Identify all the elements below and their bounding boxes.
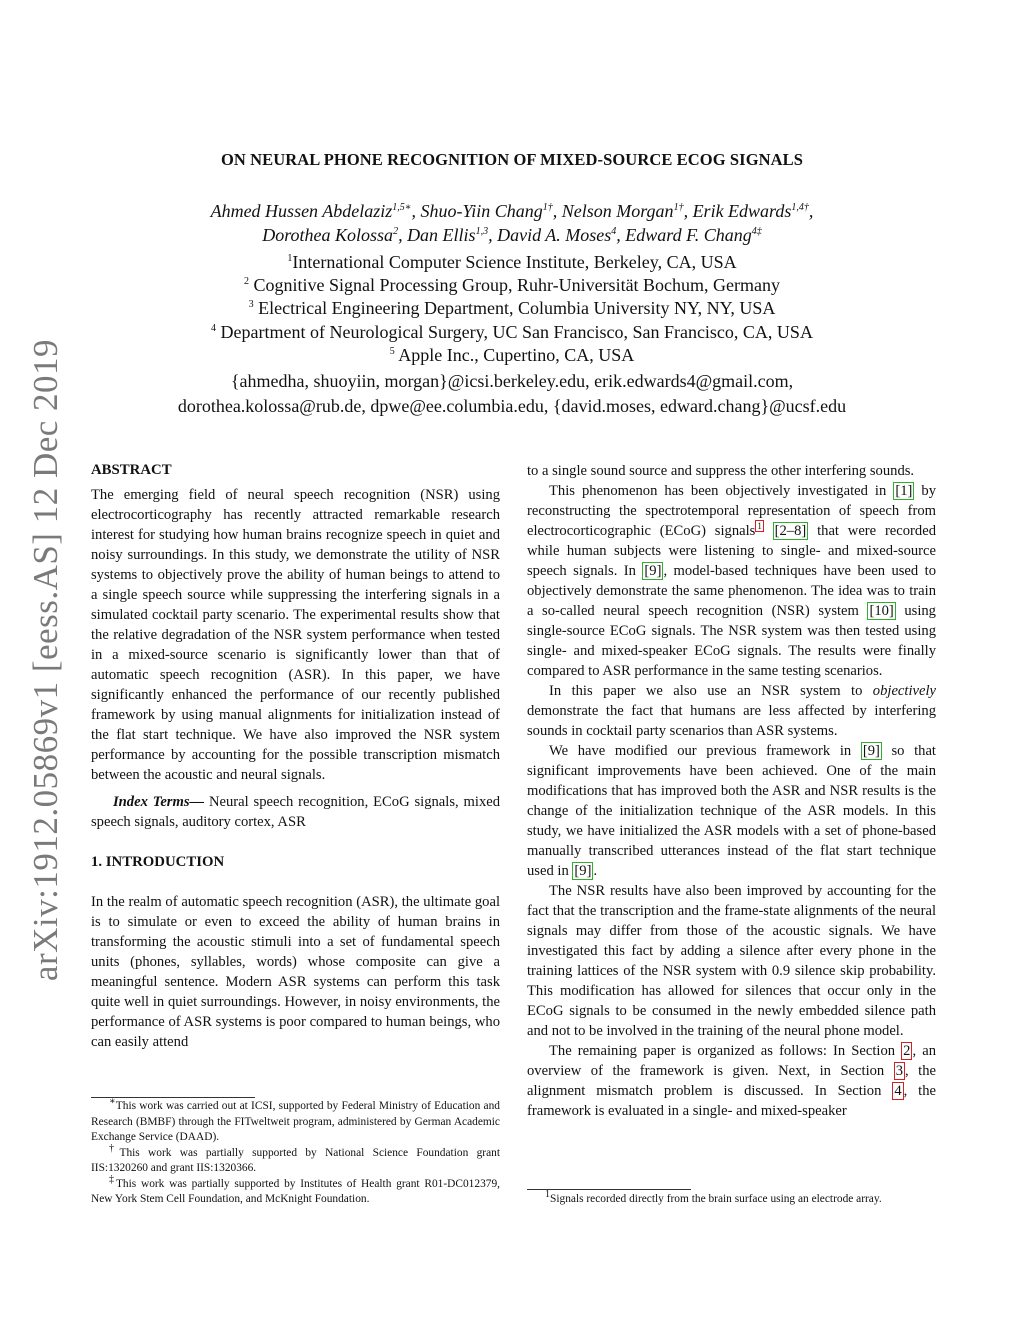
footnote-mark: †	[109, 1142, 120, 1154]
intro-paragraph-continued: to a single sound source and suppress the other interfering sounds.	[527, 463, 915, 479]
author: David A. Moses	[497, 225, 612, 245]
intro-paragraph: We have modified our previous framework in [9] so that significant improvements have been achieved. One of the main modifications that has improved both the ASR and NSR results is the change of the initialization technique of the ASR models. In this study, we have initialized the ASR models with a set of phone-based manually transcribed utterances instead of the flat start technique used in [9] .	[527, 743, 936, 879]
author: Ahmed Hussen Abdelaziz	[210, 201, 393, 221]
citation-link[interactable]: [9]	[862, 743, 880, 759]
footnote-link[interactable]: 1	[757, 521, 762, 532]
affiliation	[90, 251, 934, 274]
author-affil-mark: 4‡	[751, 226, 762, 237]
affiliation	[90, 297, 934, 320]
section-heading-introduction: 1. INTRODUCTION	[91, 854, 225, 870]
author-affil-mark: 1,5∗	[392, 202, 412, 213]
right-column	[527, 461, 936, 1121]
affil-text: Cognitive Signal Processing Group, Ruhr-Universität Bochum, Germany	[253, 275, 781, 296]
footnote-mark: 1	[545, 1189, 550, 1201]
left-footnotes	[91, 1096, 501, 1208]
affil-text: International Computer Science Institute, Berkeley, CA, USA	[292, 252, 737, 272]
footnote-text: This work was partially supported by National Science Foundation grant IIS:1320260 and grant IIS:1320366.	[91, 1146, 500, 1174]
intro-paragraph: This phenomenon has been objectively investigated in [1] by reconstructing the spectrotemporal representation of speech from electrocorticographic (ECoG) signals $^1$ [2–8] that were recorded while human subjects were listening to single- and mixed-source speech signals. In [9] , model-based techniques have been used to objectively demonstrate the same phenomenon. The idea was to train a so-called neural speech recognition (NSR) system [10] using single-source ECoG signals. The NSR system was then tested using single- and mixed-speaker ECoG signals. The results were finally compared to ASR performance in the same testing scenarios.	[527, 483, 936, 679]
author: Dan Ellis	[407, 225, 476, 245]
arxiv-identifier: arXiv:1912.05869v1 [eess.AS] 12 Dec 2019	[26, 338, 65, 982]
author: Nelson Morgan	[561, 201, 674, 221]
author-affil-mark: 1,4†	[791, 202, 809, 213]
email-line: dorothea.kolossa@rub.de, dpwe@ee.columbia.edu, {david.moses, edward.chang}@ucsf.edu	[177, 396, 847, 416]
author-affil-mark: 2	[393, 226, 399, 237]
author-emails	[60, 369, 964, 419]
affil-number: 3	[248, 299, 254, 311]
author-affil-mark: 1,3	[475, 226, 489, 237]
footnote-text: This work was partially supported by Institutes of Health grant R01-DC012379, New York Stem Cell Foundation, and McKnight Foundation.	[91, 1177, 501, 1205]
footnote-mark: ∗	[109, 1096, 116, 1108]
author: Dorothea Kolossa	[262, 225, 394, 245]
citation-link[interactable]: [1]	[895, 483, 913, 499]
intro-paragraph: In the realm of automatic speech recognition (ASR), the ultimate goal is to simulate or even to exceed the ability of human brains in transforming the acoustic stimuli into a set of fundamental speech units (phones, syllables, words) whose composite can give a meaningful sentence. Modern ASR systems can perform this task quite well in quiet surroundings. However, in noisy environments, the performance of ASR systems is poor compared to human beings, who can easily attend	[91, 894, 500, 1050]
affil-number: 1	[287, 253, 293, 264]
footnote	[91, 1173, 501, 1208]
footnote-rule	[527, 1189, 691, 1190]
abstract-text: The emerging field of neural speech recognition (NSR) using electrocorticography has recently attracted remarkable research interest for studying how human brains recognize speech in quiet and noisy surroundings. In this study, we demonstrate the utility of NSR systems to objectively prove the ability of human beings to attend to a single speech source while suppressing the interfering signals in a simulated cocktail party scenario. The experimental results show that the relative degradation of the NSR system performance when tested in a mixed-source scenario is significantly lower than that of automatic speech recognition (ASR). In this paper, we have significantly enhanced the performance of our recently published framework by using manual alignments for initialization instead of the flat start technique. We have also improved the NSR system performance by accounting for the possible transcription mismatch between the acoustic and neural signals.	[91, 487, 500, 783]
index-terms	[91, 792, 500, 832]
citation-link[interactable]: [9]	[574, 863, 592, 879]
footnote-text: Signals recorded directly from the brain surface using an electrode array.	[550, 1193, 882, 1205]
intro-paragraph: In this paper we also use an NSR system to objectively demonstrate the fact that humans are less affected by interfering sounds in cocktail party scenarios than ASR systems.	[527, 683, 936, 739]
footnote	[527, 1189, 936, 1208]
citation-link[interactable]: [10]	[869, 603, 894, 619]
footnote-text: This work was carried out at ICSI, supported by Federal Ministry of Education and Research (BMBF) through the FITweltweit program, administered by German Academic Exchange Service (DAAD).	[91, 1100, 500, 1143]
affiliation	[90, 321, 934, 344]
affil-number: 4	[211, 322, 217, 334]
citation-link[interactable]: [2–8]	[774, 523, 807, 539]
left-column	[91, 460, 500, 1052]
section-link[interactable]: 3	[895, 1063, 904, 1079]
footnote-mark: ‡	[109, 1173, 116, 1185]
author-affil-mark: 1†	[542, 202, 553, 213]
affiliation	[90, 274, 934, 297]
arxiv-sidebar-stamp	[18, 340, 74, 980]
affil-text: Electrical Engineering Department, Columbia University NY, NY, USA	[258, 298, 776, 319]
section-link[interactable]: 2	[903, 1043, 911, 1059]
paper-title: ON NEURAL PHONE RECOGNITION OF MIXED-SOURCE ECOG SIGNALS	[220, 150, 804, 169]
author-list: Ahmed Hussen Abdelaziz$^{1,5∗}$, Shuo-Yiin Chang$^{1\dagger}$, Nelson Morgan$^{1\dagger}$, Erik Edwards$^{1,4\dagger}$, Dorothea Kolossa$^2$, Dan Ellis$^{1,3}$, David A. Moses$^4$, Edward F. Chang$^{4\ddagger}$	[210, 201, 814, 245]
author: Erik Edwards	[692, 201, 792, 221]
author-affil-mark: 1†	[673, 202, 684, 213]
section-link[interactable]: 4	[894, 1083, 902, 1099]
author-affil-mark: 4	[611, 226, 617, 237]
author: Edward F. Chang	[625, 225, 752, 245]
abstract-heading: ABSTRACT	[91, 462, 172, 478]
index-terms-text: Neural speech recognition, ECoG signals, mixed speech signals, auditory cortex, ASR	[91, 794, 501, 830]
affil-number: 5	[389, 345, 395, 357]
right-footnotes	[527, 1189, 936, 1208]
citation-link[interactable]: [9]	[644, 563, 662, 579]
index-terms-label: Index Terms—	[113, 794, 205, 810]
email-line: {ahmedha, shuoyiin, morgan}@icsi.berkeley.edu, erik.edwards4@gmail.com,	[230, 371, 794, 391]
affil-text: Apple Inc., Cupertino, CA, USA	[398, 344, 635, 365]
affiliation-list	[90, 251, 934, 367]
intro-paragraph: The remaining paper is organized as follows: In Section 2 , an overview of the framework is given. Next, in Section 3 , the alignment mismatch problem is discussed. In Section 4 , the framework is evaluated in a single- and mixed-speaker	[527, 1043, 936, 1119]
emphasis: objectively	[872, 683, 936, 699]
intro-paragraph: The NSR results have also been improved by accounting for the fact that the transcription and the frame-state alignments of the neural signals may differ from those of the acoustic signals. We have investigated this fact by adding a silence after every phone in the training lattices of the NSR system with 0.9 silence skip probability. This modification has allowed for silences that occur only in the ECoG signals to be consumed in the newly embedded silence path and not to be involved in the training of the neural phone model.	[527, 883, 936, 1039]
affil-text: Department of Neurological Surgery, UC San Francisco, San Francisco, CA, USA	[220, 321, 813, 342]
affiliation	[90, 344, 934, 367]
author: Shuo-Yiin Chang	[420, 201, 543, 221]
footnote	[91, 1096, 500, 1146]
footnote	[91, 1142, 500, 1177]
affil-number: 2	[243, 276, 249, 288]
